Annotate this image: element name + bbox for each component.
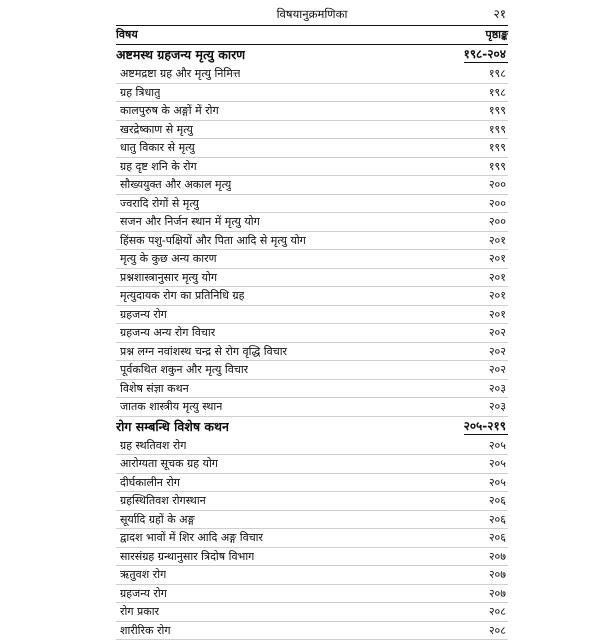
entry-title: ग्रह स्थतिवश रोग	[116, 437, 186, 455]
toc-entry	[116, 492, 508, 511]
toc-section-heading	[116, 45, 508, 65]
toc-entry	[116, 324, 508, 343]
entry-page-number: २०६	[489, 511, 508, 529]
entry-page-number: २०५	[489, 474, 508, 492]
entry-title: हिंसक पशु-पक्षियों और पिता आदि से मृत्यु योग	[116, 232, 306, 250]
running-head	[116, 4, 508, 24]
toc-entry	[116, 437, 508, 456]
entry-title: ग्रहस्थितिवश रोगस्थान	[116, 492, 206, 510]
entry-title: रोग प्रकार	[116, 603, 159, 621]
toc-entry	[116, 455, 508, 474]
toc-entry	[116, 585, 508, 604]
toc-entry	[116, 622, 508, 640]
entry-page-number: २००	[489, 213, 508, 231]
subject-column-header: विषय	[116, 26, 138, 44]
toc-entry	[116, 529, 508, 548]
entry-page-number: २०८	[489, 622, 508, 640]
entry-title: ग्रहजन्य रोग	[116, 306, 167, 324]
entry-title: पूर्वकथित शकुन और मृत्यु विचार	[116, 361, 248, 379]
entry-page-number: २०८	[489, 603, 508, 621]
entry-title: खरद्रेष्काण से मृत्यु	[116, 121, 193, 139]
entry-title: विशेष संज्ञा कथन	[116, 380, 189, 398]
toc-entry	[116, 195, 508, 214]
entry-page-number: २०२	[489, 324, 508, 342]
entry-page-number: २०३	[489, 398, 508, 416]
entry-page-number: २००	[489, 176, 508, 194]
toc-entry	[116, 361, 508, 380]
entry-page-number: २०२	[489, 343, 508, 361]
entry-title: ग्रह त्रिधातु	[116, 84, 160, 102]
entry-page-number: २०२	[489, 361, 508, 379]
entry-title: कालपुरुष के अङ्गों में रोग	[116, 102, 219, 120]
entry-title: मृत्यु के कुछ अन्य कारण	[116, 250, 217, 268]
entry-title: मृत्युदायक रोग का प्रतिनिधि ग्रह	[116, 287, 244, 305]
toc-entry	[116, 287, 508, 306]
toc-entry	[116, 306, 508, 325]
entry-title: सूर्यादि ग्रहों के अङ्ग	[116, 511, 195, 529]
entry-page-number: २०६	[489, 529, 508, 547]
entry-page-number: १९९	[489, 102, 508, 120]
toc-section-heading	[116, 417, 508, 437]
toc-entry	[116, 380, 508, 399]
section-page-range: १९८-२०४	[464, 47, 508, 63]
entry-title: ग्रहजन्य अन्य रोग विचार	[116, 324, 215, 342]
entry-title: सजन और निर्जन स्थान में मृत्यु योग	[116, 213, 260, 231]
entry-page-number: २०१	[489, 287, 508, 305]
entry-title: प्रश्न लग्न नवांशस्थ चन्द्र से रोग वृद्धि विचार	[116, 343, 287, 361]
toc-entry	[116, 250, 508, 269]
entry-title: सारसंग्रह ग्रन्थानुसार त्रिदोष विभाग	[116, 548, 254, 566]
entry-title: जातक शास्त्रीय मृत्यु स्थान	[116, 398, 222, 416]
entry-title: द्वादश भावों में शिर आदि अङ्ग विचार	[116, 529, 263, 547]
entry-page-number: २०५	[489, 437, 508, 455]
entry-page-number: २०७	[489, 566, 508, 584]
toc-entry	[116, 139, 508, 158]
entry-title: सौख्ययुक्त और अकाल मृत्यु	[116, 176, 231, 194]
entry-page-number: २०३	[489, 380, 508, 398]
toc-entry	[116, 176, 508, 195]
toc-entry	[116, 65, 508, 84]
toc-entry	[116, 548, 508, 567]
entry-page-number: २०५	[489, 455, 508, 473]
entry-title: दीर्घकालीन रोग	[116, 474, 180, 492]
entry-title: प्रश्नशास्त्रानुसार मृत्यु योग	[116, 269, 217, 287]
page-number: २१	[494, 4, 506, 24]
entry-page-number: २०७	[489, 548, 508, 566]
toc-entry	[116, 269, 508, 288]
toc-entry	[116, 474, 508, 493]
entry-page-number: २०६	[489, 492, 508, 510]
toc-entry	[116, 232, 508, 251]
entry-title: अष्टमद्रष्टा ग्रह और मृत्यु निमित्त	[116, 65, 240, 83]
toc-list	[116, 45, 508, 640]
entry-page-number: १९८	[489, 65, 508, 83]
entry-page-number: २०७	[489, 585, 508, 603]
entry-page-number: १९८	[489, 84, 508, 102]
toc-entry	[116, 566, 508, 585]
entry-title: ग्रह दृष्ट शनि के रोग	[116, 158, 197, 176]
page-title: विषयानुक्रमणिका	[277, 7, 348, 21]
entry-title: शारीरिक रोग	[116, 622, 171, 640]
section-title: अष्टमस्थ ग्रहजन्य मृत्यु कारण	[116, 45, 245, 65]
entry-title: ऋतुवश रोग	[116, 566, 166, 584]
entry-page-number: २००	[489, 195, 508, 213]
entry-title: ग्रहजन्य रोग	[116, 585, 167, 603]
entry-title: ज्वरादि रोगों से मृत्यु	[116, 195, 199, 213]
entry-title: आरोग्यता सूचक ग्रह योग	[116, 455, 218, 473]
toc-entry	[116, 121, 508, 140]
entry-page-number: १९९	[489, 121, 508, 139]
entry-page-number: २०१	[489, 232, 508, 250]
entry-page-number: २०१	[489, 306, 508, 324]
section-page-range: २०५-२१९	[464, 419, 508, 435]
toc-entry	[116, 158, 508, 177]
column-headers	[116, 26, 508, 44]
toc-entry	[116, 343, 508, 362]
entry-page-number: १९९	[489, 139, 508, 157]
entry-page-number: १९९	[489, 158, 508, 176]
entry-title: धातु विकार से मृत्यु	[116, 139, 195, 157]
toc-entry	[116, 603, 508, 622]
toc-entry	[116, 84, 508, 103]
page-column-header: पृष्ठाङ्क	[485, 26, 508, 44]
toc-entry	[116, 511, 508, 530]
toc-entry	[116, 398, 508, 417]
entry-page-number: २०१	[489, 250, 508, 268]
entry-page-number: २०१	[489, 269, 508, 287]
toc-entry	[116, 102, 508, 121]
section-title: रोग सम्बन्धि विशेष कथन	[116, 417, 229, 437]
toc-entry	[116, 213, 508, 232]
